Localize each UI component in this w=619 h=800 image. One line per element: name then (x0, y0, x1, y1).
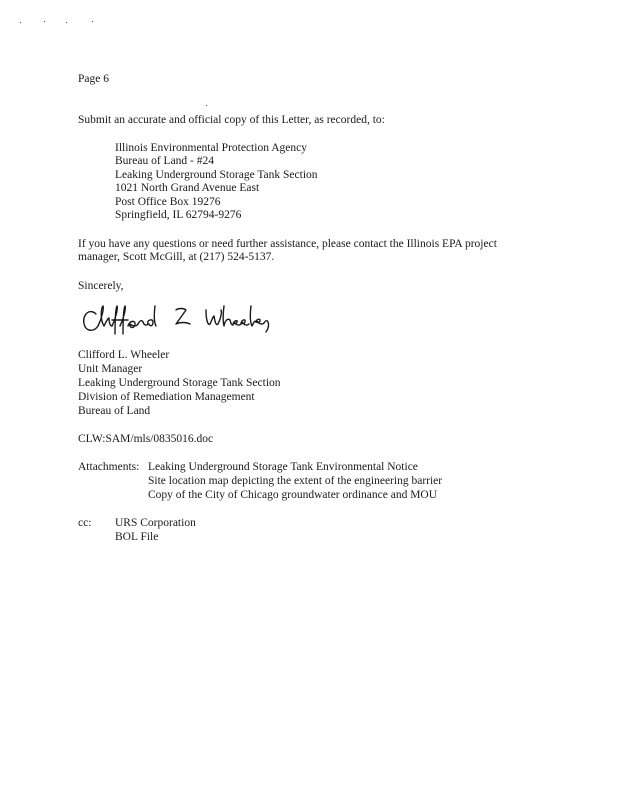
signer-name: Clifford L. Wheeler (78, 349, 170, 361)
scan-speck (92, 21, 93, 22)
address-line: Post Office Box 19276 (115, 196, 221, 208)
address-line: Leaking Underground Storage Tank Section (115, 169, 318, 181)
contact-line: manager, Scott McGill, at (217) 524-5137. (78, 251, 275, 263)
signer-section: Leaking Underground Storage Tank Section (78, 377, 281, 389)
submit-instruction: Submit an accurate and official copy of this Letter, as recorded, to: (78, 114, 385, 126)
attachment-item: Site location map depicting the extent of the engineering barrier (148, 475, 443, 487)
scan-speck (206, 105, 207, 106)
cc-label: cc: (78, 517, 92, 529)
cc-recipient: URS Corporation (115, 517, 196, 529)
attachments-label: Attachments: (78, 461, 140, 473)
signer-division: Division of Remediation Management (78, 391, 255, 403)
address-line: Springfield, IL 62794-9276 (115, 209, 242, 221)
address-line: Bureau of Land - #24 (115, 155, 214, 167)
attachment-item: Copy of the City of Chicago groundwater ordinance and MOU (148, 489, 438, 501)
address-line: Illinois Environmental Protection Agency (115, 142, 307, 154)
contact-line: If you have any questions or need further assistance, please contact the Illinois EPA project (78, 238, 497, 250)
closing: Sincerely, (78, 280, 124, 292)
scan-speck (20, 22, 21, 23)
scan-speck (66, 22, 67, 23)
handwritten-signature (80, 300, 280, 340)
signer-bureau: Bureau of Land (78, 405, 151, 417)
signer-title: Unit Manager (78, 363, 143, 375)
scan-speck (44, 21, 45, 22)
attachment-item: Leaking Underground Storage Tank Environmental Notice (148, 461, 418, 473)
address-line: 1021 North Grand Avenue East (115, 182, 260, 194)
cc-recipient: BOL File (115, 531, 159, 543)
page-number: Page 6 (78, 73, 109, 85)
reference-code: CLW:SAM/mls/0835016.doc (78, 433, 214, 445)
